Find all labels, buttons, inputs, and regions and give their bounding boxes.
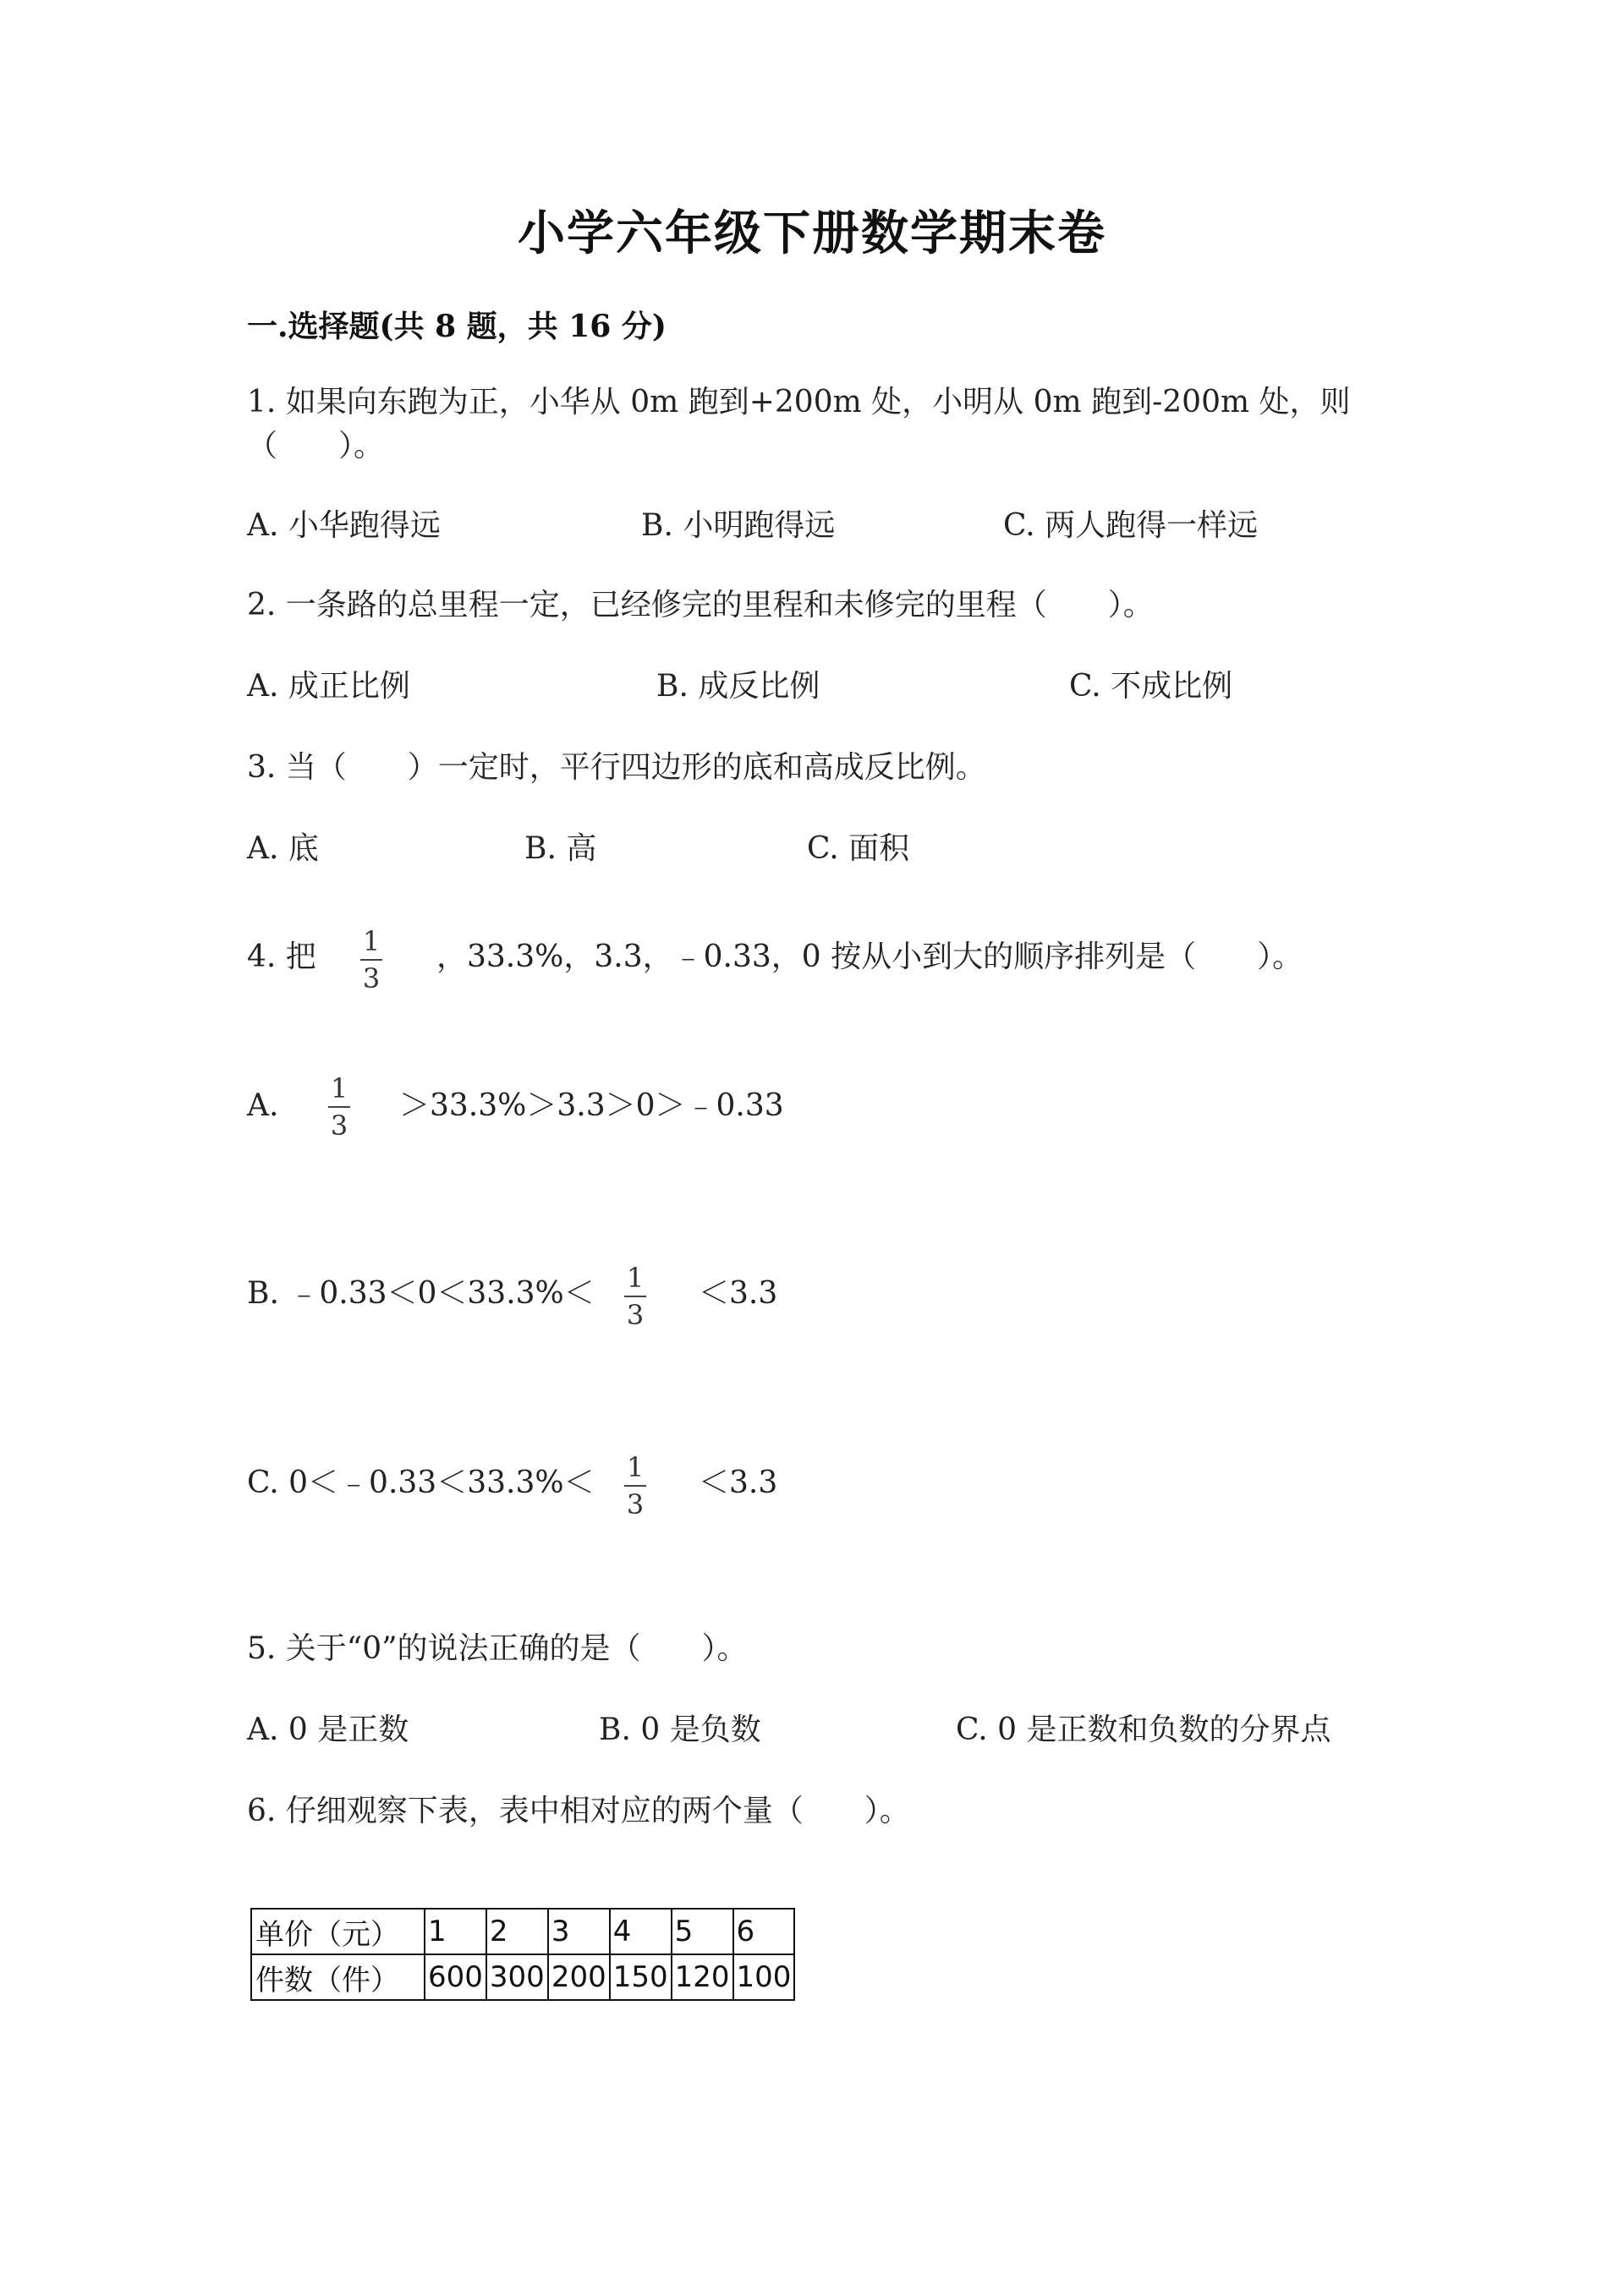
fraction-denominator: 3 [362, 962, 381, 995]
option-a-label: A. [247, 1088, 279, 1123]
fraction-bar [624, 1485, 646, 1487]
option-c-fraction [624, 1453, 646, 1519]
fraction-numerator: 1 [626, 1262, 645, 1294]
fraction-denominator: 3 [330, 1110, 348, 1142]
table-row-quantity [251, 1954, 794, 2000]
table-cell: 100 [733, 1954, 795, 2000]
fraction-bar [328, 1106, 350, 1108]
question-3-option-c[interactable]: C. 面积 [807, 831, 910, 866]
table-row-header: 件数（件） [251, 1954, 425, 2000]
option-b-fraction [624, 1263, 646, 1329]
question-6-stem: 6. 仔细观察下表，表中相对应的两个量（ ）。 [247, 1794, 910, 1828]
question-1-option-b[interactable]: B. 小明跑得远 [641, 508, 836, 543]
table-cell: 6 [733, 1909, 795, 1954]
option-b-text: B. ﹣0.33＜0＜33.3%＜ [247, 1276, 595, 1311]
table-cell: 600 [425, 1954, 486, 2000]
question-1-stem-line2: （ ）。 [247, 429, 385, 463]
section-heading: 一.选择题(共 8 题，共 16 分) [247, 309, 667, 344]
table-cell: 200 [548, 1954, 610, 2000]
option-c-text: C. 0＜﹣0.33＜33.3%＜ [247, 1466, 595, 1500]
question-4-stem-fraction [360, 927, 382, 993]
fraction-denominator: 3 [626, 1488, 645, 1521]
table-cell: 2 [486, 1909, 548, 1954]
question-5-option-c[interactable]: C. 0 是正数和负数的分界点 [956, 1712, 1331, 1747]
table-cell: 1 [425, 1909, 486, 1954]
question-4-stem-prefix: 4. 把 [247, 940, 316, 974]
option-a-fraction [328, 1074, 350, 1140]
fraction-numerator: 1 [362, 925, 381, 957]
fraction-numerator: 1 [626, 1451, 645, 1483]
question-4-stem-suffix: ，33.3%，3.3，﹣0.33，0 按从小到大的顺序排列是（ ）。 [436, 940, 1303, 974]
fraction-bar [360, 959, 382, 961]
table-cell: 150 [610, 1954, 672, 2000]
question-1-stem-line1: 1. 如果向东跑为正，小华从 0m 跑到+200m 处，小明从 0m 跑到-200m 处，则 [247, 385, 1351, 419]
question-3-stem: 3. 当（ ）一定时，平行四边形的底和高成反比例。 [247, 750, 986, 785]
option-a-text: ＞33.3%＞3.3＞0＞﹣0.33 [399, 1088, 784, 1123]
question-1-option-a[interactable]: A. 小华跑得远 [247, 508, 441, 543]
question-3-option-a[interactable]: A. 底 [247, 831, 319, 866]
table-row-header: 单价（元） [251, 1909, 425, 1954]
page-title: 小学六年级下册数学期末卷 [518, 205, 1106, 261]
table-row-price [251, 1909, 794, 1954]
question-2-option-b[interactable]: B. 成反比例 [656, 669, 820, 704]
question-2-option-a[interactable]: A. 成正比例 [247, 669, 410, 704]
fraction-denominator: 3 [626, 1299, 645, 1331]
table-cell: 120 [672, 1954, 733, 2000]
question-5-option-a[interactable]: A. 0 是正数 [247, 1712, 409, 1747]
price-quantity-table [250, 1908, 795, 2001]
question-3-option-b[interactable]: B. 高 [524, 831, 597, 866]
table-cell: 5 [672, 1909, 733, 1954]
fraction-bar [624, 1296, 646, 1297]
option-c-tail: ＜3.3 [699, 1466, 778, 1500]
option-b-tail: ＜3.3 [699, 1276, 778, 1311]
question-1-option-c[interactable]: C. 两人跑得一样远 [1003, 508, 1259, 543]
table-cell: 3 [548, 1909, 610, 1954]
fraction-numerator: 1 [330, 1072, 348, 1104]
question-2-option-c[interactable]: C. 不成比例 [1069, 669, 1233, 704]
table-cell: 300 [486, 1954, 548, 2000]
question-5-option-b[interactable]: B. 0 是负数 [599, 1712, 761, 1747]
question-5-stem: 5. 关于“0”的说法正确的是（ ）。 [247, 1631, 748, 1666]
table-cell: 4 [610, 1909, 672, 1954]
question-2-stem: 2. 一条路的总里程一定，已经修完的里程和未修完的里程（ ）。 [247, 588, 1154, 622]
